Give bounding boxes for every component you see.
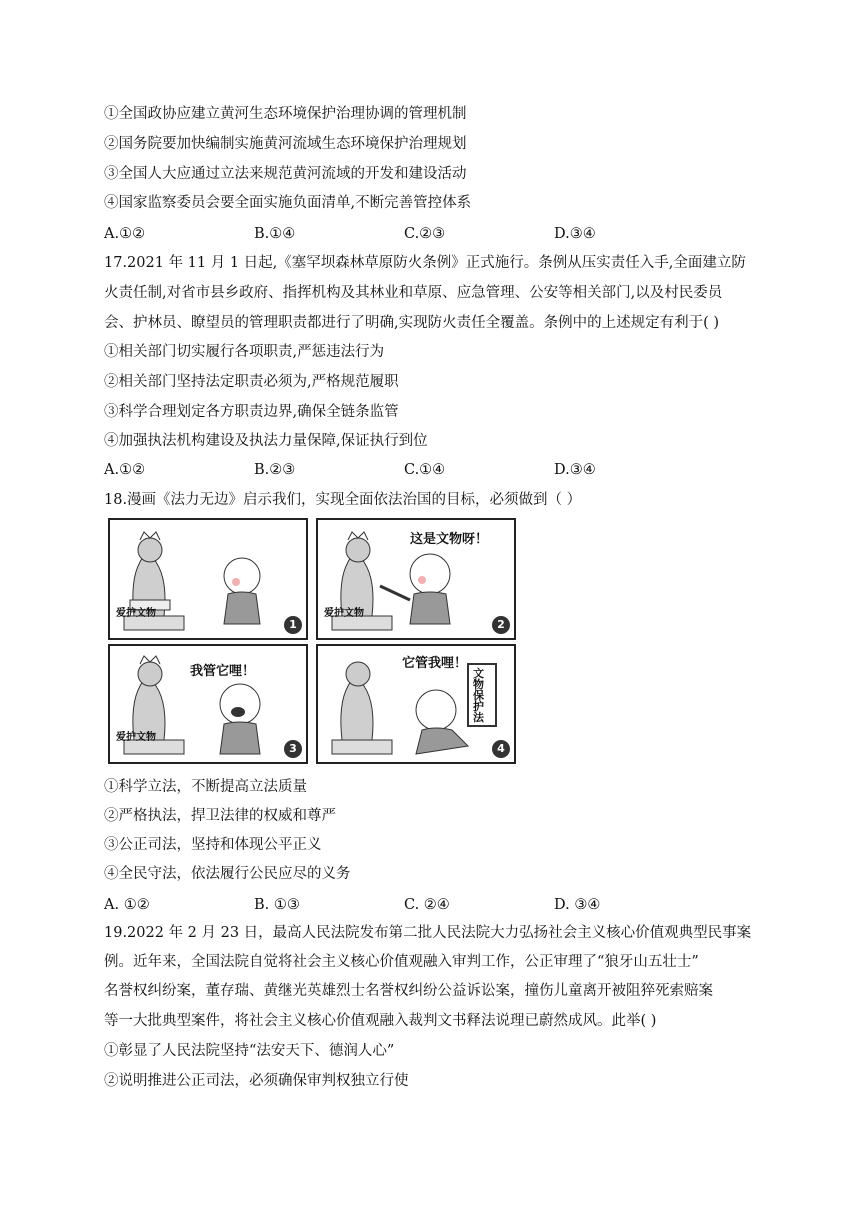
q17-stem-line-1: 17.2021 年 11 月 1 日起,《塞罕坝森林草原防火条例》正式施行。条例从压实责任入手,全面建立防 bbox=[104, 255, 746, 271]
panel-number-1: 1 bbox=[284, 616, 302, 634]
q17-option-a[interactable]: A.①② bbox=[104, 462, 146, 478]
statue-and-boy-illustration bbox=[110, 520, 306, 638]
q18-item-2: ②严格执法，捍卫法律的权威和尊严 bbox=[104, 808, 336, 824]
panel-number-2: 2 bbox=[492, 616, 510, 634]
q19-stem-line-1: 19.2022 年 2 月 23 日，最高人民法院发布第二批人民法院大力弘扬社会主义核心价值观典型民事案 bbox=[104, 925, 752, 941]
comic-panel-2 bbox=[316, 518, 516, 640]
q18-stem: 18.漫画《法力无边》启示我们，实现全面依法治国的目标，必须做到（ ） bbox=[104, 492, 582, 508]
q18-option-d[interactable]: D. ③④ bbox=[554, 897, 601, 913]
q16-item-2: ②国务院要加快编制实施黄河流域生态环境保护治理规划 bbox=[104, 136, 467, 152]
speech-bubble-3: 我管它哩！ bbox=[190, 664, 256, 679]
q16-option-a[interactable]: A.①② bbox=[104, 226, 146, 242]
comic-panel-1 bbox=[108, 518, 308, 640]
q16-item-4: ④国家监察委员会要全面实施负面清单,不断完善管控体系 bbox=[104, 195, 472, 211]
q17-stem-line-2: 火责任制,对省市县乡政府、指挥机构及其林业和草原、应急管理、公安等相关部门,以及村民委员 bbox=[104, 285, 723, 301]
q16-item-3: ③全国人大应通过立法来规范黄河流域的开发和建设活动 bbox=[104, 166, 467, 182]
q17-option-b[interactable]: B.②③ bbox=[254, 462, 296, 478]
q18-option-a[interactable]: A. ①② bbox=[104, 897, 150, 913]
statue-plaque-3: 爱护文物 bbox=[116, 732, 156, 743]
q19-stem-line-2: 例。近年来，全国法院自觉将社会主义核心价值观融入审判工作，公正审理了“狼牙山五壮士” bbox=[104, 954, 699, 970]
q18-item-1: ①科学立法，不断提高立法质量 bbox=[104, 779, 307, 795]
q17-item-1: ①相关部门切实履行各项职责,严惩违法行为 bbox=[104, 344, 385, 360]
q17-option-d[interactable]: D.③④ bbox=[554, 462, 596, 478]
q16-option-b[interactable]: B.①④ bbox=[254, 226, 296, 242]
comic-panel-3 bbox=[108, 644, 308, 764]
q18-item-4: ④全民守法，依法履行公民应尽的义务 bbox=[104, 866, 351, 882]
q19-stem-line-4: 等一大批典型案件，将社会主义核心价值观融入裁判文书释法说理已蔚然成风。此举( ) bbox=[104, 1013, 657, 1029]
q16-option-c[interactable]: C.②③ bbox=[404, 226, 446, 242]
q16-option-d[interactable]: D.③④ bbox=[554, 226, 596, 242]
q18-item-3: ③公正司法，坚持和体现公平正义 bbox=[104, 837, 322, 853]
q17-item-3: ③科学合理划定各方职责边界,确保全链条监管 bbox=[104, 404, 399, 420]
panel-number-4: 4 bbox=[492, 740, 510, 758]
q18-option-b[interactable]: B. ①③ bbox=[254, 897, 300, 913]
speech-bubble-4: 它管我哩！ bbox=[402, 656, 468, 671]
speech-bubble-2: 这是文物呀！ bbox=[410, 532, 489, 547]
q17-item-4: ④加强执法机构建设及执法力量保障,保证执行到位 bbox=[104, 433, 428, 449]
q17-stem-line-3: 会、护林员、瞭望员的管理职责都进行了明确,实现防火责任全覆盖。条例中的上述规定有利于( ) bbox=[104, 315, 720, 331]
q19-stem-line-3: 名誉权纠纷案，董存瑞、黄继光英雄烈士名誉权纠纷公益诉讼案，撞伤儿童离开被阻猝死索赔案 bbox=[104, 983, 713, 999]
comic-panel-4 bbox=[316, 644, 516, 764]
q17-option-c[interactable]: C.①④ bbox=[404, 462, 446, 478]
q19-item-1: ①彰显了人民法院坚持“法安天下、德润人心” bbox=[104, 1043, 395, 1059]
q19-item-2: ②说明推进公正司法，必须确保审判权独立行使 bbox=[104, 1073, 409, 1089]
q17-item-2: ②相关部门坚持法定职责必须为,严格规范履职 bbox=[104, 374, 399, 390]
q18-option-c[interactable]: C. ②④ bbox=[404, 897, 450, 913]
comic-figure bbox=[108, 518, 518, 764]
statue-plaque-2: 爱护文物 bbox=[324, 608, 364, 619]
q16-item-1: ①全国政协应建立黄河生态环境保护治理协调的管理机制 bbox=[104, 106, 467, 122]
law-sign: 文物保护法 bbox=[473, 667, 484, 724]
panel-number-3: 3 bbox=[284, 740, 302, 758]
statue-plaque-1: 爱护文物 bbox=[116, 608, 156, 619]
